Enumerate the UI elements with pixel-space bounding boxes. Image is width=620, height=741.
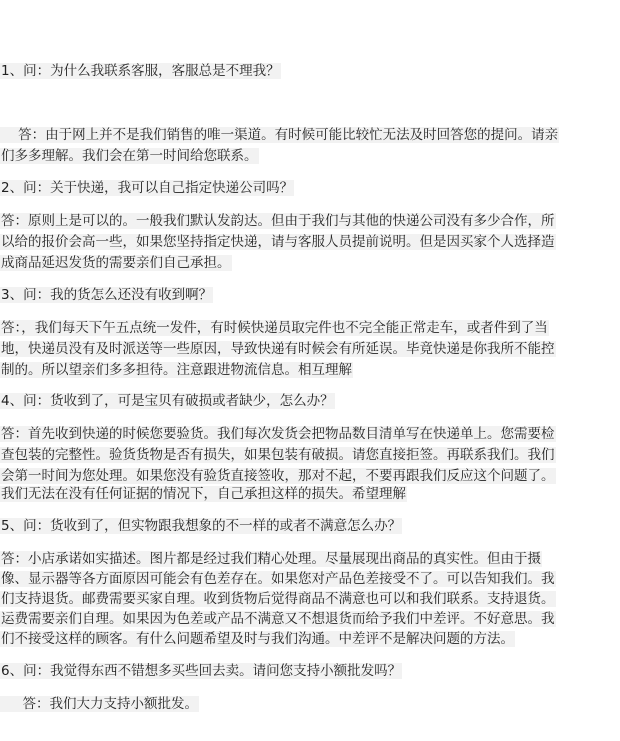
faq-4-answer-line-1: 答：首先收到快递的时候您要验货。我们每次发货会把物品数目清单写在快递单上。您需要检 [1, 426, 555, 442]
faq-2-question: 2、问：关于快递，我可以自己指定快递公司吗？ [1, 180, 294, 196]
faq-5-answer-line-4: 运费需要亲们自理。如果因为色差或产品不满意又不想退货而给予我们中差评。不好意思。我 [1, 611, 555, 627]
faq-4-answer-line-4: 我们无法在没有任何证据的情况下，自己承担这样的损失。希望理解 [1, 486, 406, 502]
faq-4-question: 4、问：货收到了，可是宝贝有破损或者缺少，怎么办？ [1, 393, 334, 409]
faq-1-question: 1、问：为什么我联系客服，客服总是不理我？ [1, 63, 280, 79]
faq-1-answer-line-2: 们多多理解。我们会在第一时间给您联系。 [1, 148, 258, 164]
faq-5-answer-line-3: 们支持退货。邮费需要买家自理。收到货物后觉得商品不满意也可以和我们联系。支持退货。 [1, 591, 555, 607]
faq-4-answer-line-3: 会第一时间为您处理。如果您没有验货直接签收，那对不起，不要再跟我们反应这个问题了。 [1, 468, 555, 484]
faq-3-answer-line-1: 答：，我们每天下午五点统一发件，有时候快递员取完件也不完全能正常走车，或者件到了当 [1, 320, 548, 336]
faq-5-answer-line-1: 答：小店承诺如实描述。图片都是经过我们精心处理。尽量展现出商品的真实性。但由于摄 [1, 551, 541, 567]
faq-2-answer-line-3: 成商品延迟发货的需要亲们自己承担。 [1, 255, 231, 271]
faq-2-answer-line-1: 答：原则上是可以的。一般我们默认发韵达。但由于我们与其他的快递公司没有多少合作，所 [1, 213, 555, 229]
faq-4-answer-line-2: 查包装的完整性。验货货物是否有损失，如果包装有破损。请您直接拒签。再联系我们。我们 [1, 447, 555, 463]
faq-3-answer-line-2: 地，快递员没有及时派送等一些原因，导致快递有时候会有所延误。毕竟快递是你我所不能控 [1, 341, 555, 357]
faq-3-question: 3、问：我的货怎么还没有收到啊？ [1, 287, 213, 303]
faq-2-answer-line-2: 以给的报价会高一些，如果您坚持指定快递，请与客服人员提前说明。但是因买家个人选择造 [1, 234, 555, 250]
faq-1-answer-line-1: 答：由于网上并不是我们销售的唯一渠道。有时候可能比较忙无法及时回答您的提问。请亲 [1, 127, 559, 143]
faq-5-answer-line-5: 们不接受这样的顾客。有什么问题希望及时与我们沟通。中差评不是解决问题的方法。 [1, 631, 514, 647]
faq-5-answer-line-2: 像、显示器等各方面原因可能会有色差存在。如果您对产品色差接受不了。可以告知我们。我 [1, 571, 555, 587]
faq-6-answer-line-1: 答：我们大力支持小额批发。 [1, 696, 198, 712]
faq-6-question: 6、问：我觉得东西不错想多买些回去卖。请问您支持小额批发吗？ [1, 663, 402, 679]
faq-5-question: 5、问：货收到了，但实物跟我想象的不一样的或者不满意怎么办？ [1, 518, 402, 534]
faq-3-answer-line-3: 制的。所以望亲们多多担待。注意跟进物流信息。相互理解 [1, 362, 352, 378]
